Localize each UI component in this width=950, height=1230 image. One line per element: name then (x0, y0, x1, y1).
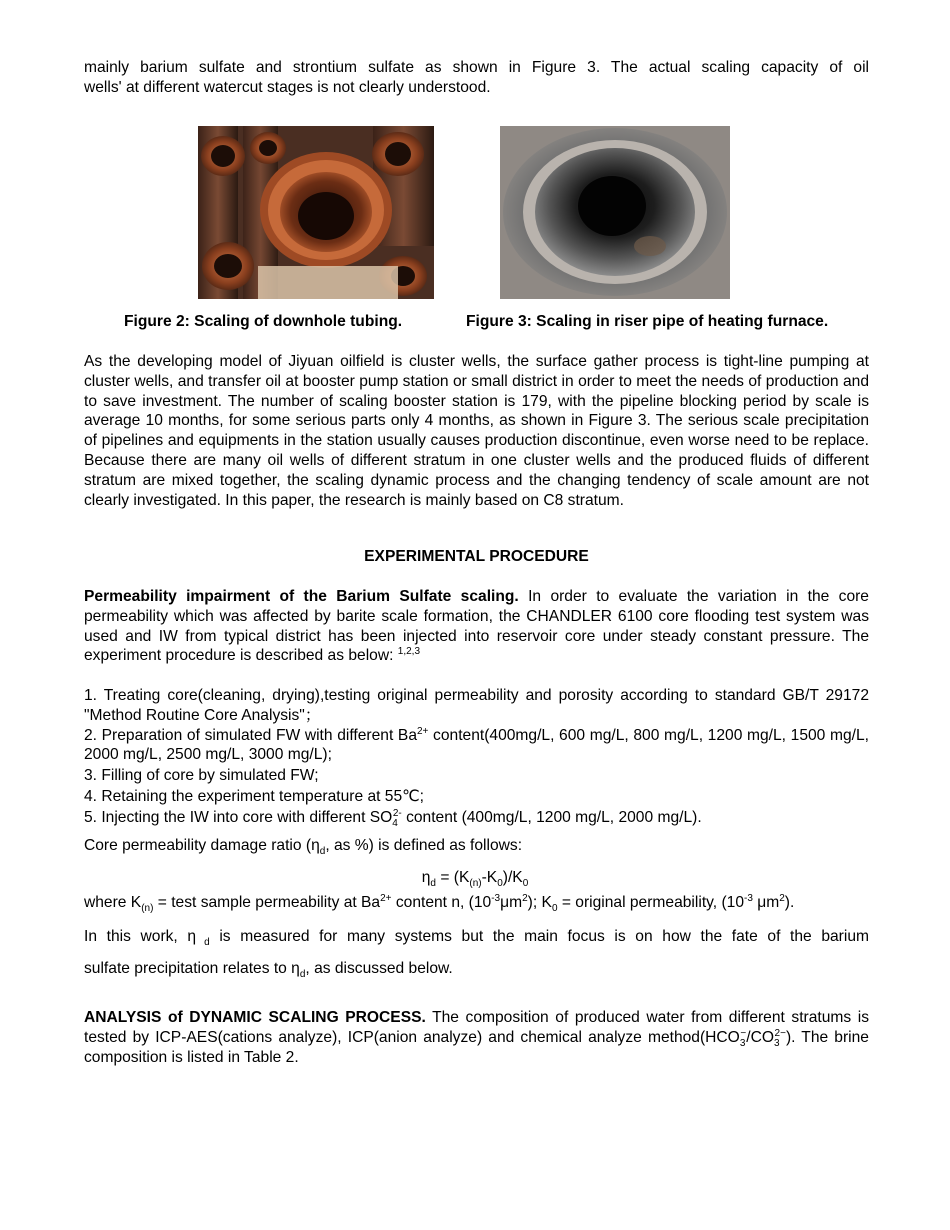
figure-3-image (500, 126, 730, 299)
figure-3-caption: Figure 3: Scaling in riser pipe of heating furnace. (466, 313, 829, 330)
downhole-tubing-photo (198, 126, 434, 299)
step-2: 2. Preparation of simulated FW with different $Ba^{2+}$ content(400mg/L, 600 mg/L, 800 mg/L, 1200 mg/L, 1500 mg/L, 2000 mg/L, 2500 mg/L, 3000 mg/L); (84, 725, 869, 764)
step-1: 1. Treating core(cleaning, drying),testing original permeability and porosity according to standard GB/T 29172 "Method Routine Core Analysis"； (84, 687, 869, 724)
permeability-body: In order to evaluate the variation in the core permeability which was affected by barite scale formation, the CHANDLER 6100 core flooding test system was used and IW from typical district has been injected into reservoir core under steady constant pressure. The experiment procedure is described as below: (84, 588, 869, 665)
where-definition: where $K_{(n)}$ = test sample permeability at $Ba^{2+}$ content n, $(10^{-3}\mu m^2)$; $K_0$ = original permeability, ($10^{-3}$ $\mu m^2$). (84, 892, 795, 915)
ratio-definition: Core permeability damage ratio ($\eta_d$, as %) is defined as follows: (84, 837, 523, 858)
intro-line-2: wells' at different watercut stages is not clearly understood. (84, 78, 491, 96)
figure-2-caption: Figure 2: Scaling of downhole tubing. (124, 313, 403, 330)
step-5: 5. Injecting the IW into core with different $SO_4^{2-}$ content (400mg/L, 1200 mg/L, 2000 mg/L). (84, 807, 702, 829)
section-heading: EXPERIMENTAL PROCEDURE (364, 548, 589, 565)
step-3: 3. Filling of core by simulated FW; (84, 767, 319, 785)
this-work-paragraph: In this work, η $_d$ is measured for many systems but the main focus is on how the fate of the barium sulfate precipitation relates to $\eta_d$, as discussed below. (84, 928, 869, 981)
analysis-paragraph: ANALYSIS of DYNAMIC SCALING PROCESS. The composition of produced water from different stratums is tested by ICP-AES(cations analyze), ICP(anion analyze) and chemical analyze $method(HCO_3^-/CO_3^{2-})$. The brine composition is listed in Table 2. (84, 1009, 869, 1066)
step-4: 4. Retaining the experiment temperature at 55℃; (84, 787, 424, 805)
analysis-title: ANALYSIS of DYNAMIC SCALING PROCESS. (84, 1009, 426, 1026)
cluster-paragraph (84, 352, 869, 510)
permeability-paragraph (84, 587, 869, 666)
intro-line-1: mainly barium sulfate and strontium sulfate as shown in Figure 3. The actual scaling capacity of oil (84, 59, 869, 76)
riser-pipe-photo (500, 126, 730, 299)
cluster-paragraph-text: As the developing model of Jiyuan oilfield is cluster wells, the surface gather process is tight-line pumping at cluster wells, and transfer oil at booster pump station or small district in order to meet the needs of production and to save investment. The number of scaling booster station is 179, with the pipeline blocking period by scale is average 10 months, for some serious parts only 4 months, as shown in Figure 3. The serious scale precipitation of pipelines and equipments in the station usually causes production discontinue, even worse need to be replace. Because there are many oil wells of different stratum in one cluster wells and the produced fluids of different stratum are mixed together, the scaling dynamic process and the changing tendency of scale amount are not clearly investigated. In this paper, the research is mainly based on C8 stratum. (84, 353, 869, 509)
procedure-steps (84, 686, 869, 828)
intro-paragraph (84, 58, 869, 98)
permeability-title: Permeability impairment of the Barium Sulfate scaling. (84, 588, 519, 605)
permeability-refs: 1,2,3 (397, 646, 421, 658)
figure-2-image (198, 126, 434, 299)
damage-ratio-formula: $\eta_d = (K_{(n)}-K_0)/K_0$ (421, 869, 529, 890)
